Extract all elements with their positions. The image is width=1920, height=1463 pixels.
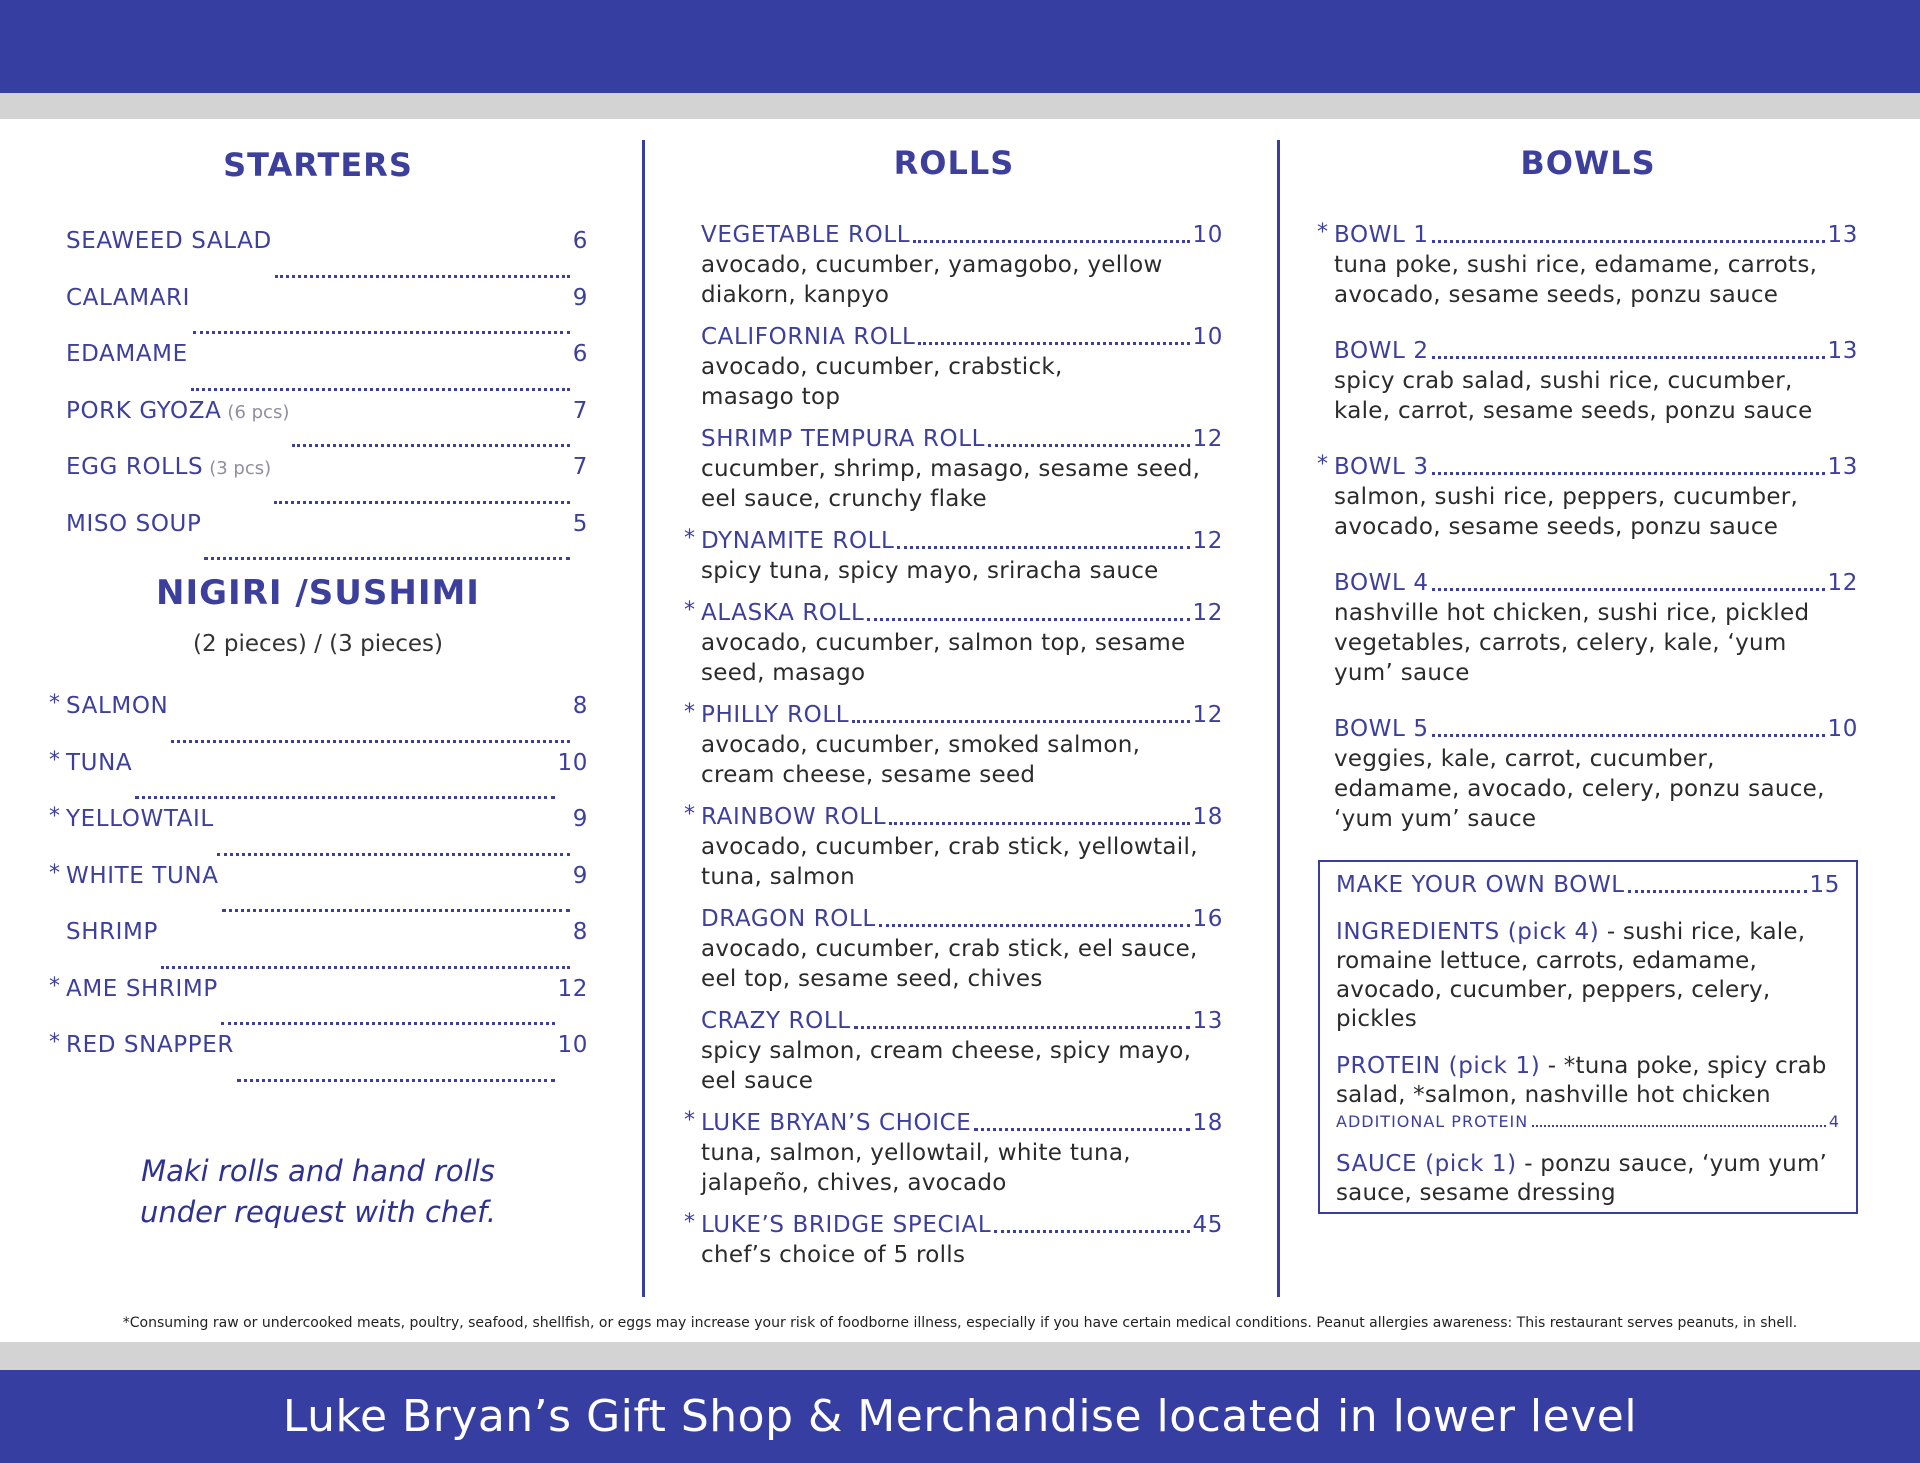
bowl-item-header [1334, 714, 1858, 744]
bowl-item [1317, 220, 1858, 310]
item-description: cucumber, shrimp, masago, sesame seed, [701, 456, 1201, 482]
dot-leader [161, 966, 570, 969]
dot-leader [204, 557, 569, 560]
item-description: diakorn, kanpyo [701, 282, 890, 308]
item-description: eel sauce [701, 1068, 814, 1094]
item-description: salmon, sushi rice, peppers, cucumber, [1334, 484, 1799, 510]
item-description: cream cheese, sesame seed [701, 762, 1036, 788]
roll-item [684, 1108, 1223, 1198]
dot-leader [274, 501, 570, 504]
dot-leader [897, 546, 1189, 549]
item-name: EGG ROLLS [66, 454, 204, 480]
roll-item [684, 700, 1223, 790]
starters-heading: STARTERS [223, 146, 413, 184]
item-description: eel sauce, crunchy flake [701, 486, 987, 512]
item-description: spicy tuna, spicy mayo, sriracha sauce [701, 558, 1159, 584]
item-name: RAINBOW ROLL [701, 804, 887, 830]
item-description: ‘yum yum’ sauce [1334, 806, 1537, 832]
raw-item-marker: * [1317, 452, 1329, 477]
starter-item [66, 285, 588, 342]
item-price: 9 [572, 284, 588, 311]
item-description: vegetables, carrots, celery, kale, ‘yum [1334, 630, 1787, 656]
item-description: avocado, cucumber, yamagobo, yellow [701, 252, 1163, 278]
dot-leader [867, 618, 1189, 621]
dot-leader [171, 740, 569, 743]
left-column [48, 140, 588, 1233]
item-name: EDAMAME [66, 341, 188, 367]
disclaimer: *Consuming raw or undercooked meats, poultry, seafood, shellfish, or eggs may increase your risk of foodborne illness, especially if you have certain medical conditions. Peanut allergies awareness: This restaurant serves peanuts, in shell. [122, 1315, 1798, 1331]
item-name: LUKE’S BRIDGE SPECIAL [701, 1212, 992, 1238]
item-description: chef’s choice of 5 rolls [701, 1242, 966, 1268]
dot-leader [221, 1022, 555, 1025]
bowl-item-header [1317, 452, 1858, 482]
column-divider-left [642, 140, 645, 1297]
raw-item-marker: * [684, 700, 696, 725]
dot-leader [292, 444, 569, 447]
item-price: 12 [1192, 426, 1223, 452]
item-description: seed, masago [701, 660, 866, 686]
ingredients-text: INGREDIENTS (pick 4) - sushi rice, kale, romaine lettuce, carrots, edamame, avocado, cucumber, peppers, celery, pickles [1336, 919, 1806, 1032]
item-price: 12 [557, 975, 588, 1002]
item-description: edamame, avocado, celery, ponzu sauce, [1334, 776, 1825, 802]
item-name: SEAWEED SALAD [66, 228, 272, 254]
item-price: 10 [557, 1032, 588, 1058]
dot-leader [237, 1079, 555, 1082]
item-name: BOWL 5 [1334, 716, 1429, 742]
item-description: avocado, sesame seeds, ponzu sauce [1334, 282, 1779, 308]
item-description: avocado, cucumber, crabstick, [701, 354, 1063, 380]
item-name: TUNA [66, 749, 133, 776]
roll-item [701, 322, 1223, 412]
nigiri-subtitle: (2 pieces) / (3 pieces) [193, 631, 443, 657]
item-description: spicy salmon, cream cheese, spicy mayo, [701, 1038, 1192, 1064]
raw-item-marker: * [49, 691, 61, 716]
item-description: eel top, sesame seed, chives [701, 966, 1043, 992]
dot-leader [913, 240, 1189, 243]
item-name: CRAZY ROLL [701, 1008, 851, 1034]
dot-leader [191, 388, 570, 391]
item-price: 5 [572, 510, 588, 537]
roll-item-header [701, 322, 1223, 352]
roll-item [701, 904, 1223, 994]
roll-item-header [684, 598, 1223, 628]
item-name: SHRIMP [66, 919, 158, 945]
starter-item [66, 511, 588, 568]
item-quantity: (3 pcs) [209, 458, 272, 479]
raw-item-marker: * [684, 1210, 696, 1235]
starter-item [66, 454, 588, 511]
dot-leader [1532, 1125, 1826, 1127]
item-description: jalapeño, chives, avocado [701, 1170, 1007, 1196]
column-divider-right [1277, 140, 1280, 1297]
item-name: SALMON [66, 693, 169, 719]
dot-leader [1432, 472, 1825, 475]
starter-item [66, 341, 588, 398]
raw-item-marker: * [49, 1030, 61, 1055]
item-price: 18 [1192, 804, 1223, 830]
make-your-own-bowl-row [1336, 870, 1840, 900]
dot-leader [1432, 734, 1825, 737]
protein-label: PROTEIN (pick 1) [1336, 1053, 1541, 1079]
item-name: YELLOWTAIL [66, 806, 214, 832]
bowls-list [1318, 220, 1858, 834]
item-description: kale, carrot, sesame seeds, ponzu sauce [1334, 398, 1813, 424]
nigiri-item [66, 919, 588, 976]
footer-text: Luke Bryan’s Gift Shop & Merchandise located in lower level [282, 1391, 1638, 1442]
bowl-item-header [1334, 568, 1858, 598]
ingredients-label: INGREDIENTS (pick 4) [1336, 919, 1600, 945]
nigiri-list [48, 693, 588, 1089]
footer-banner [0, 1370, 1920, 1463]
dot-leader [1432, 356, 1825, 359]
right-column [1318, 140, 1858, 1214]
bowl-item [1334, 714, 1858, 834]
nigiri-item [49, 691, 588, 750]
item-description: veggies, kale, carrot, cucumber, [1334, 746, 1715, 772]
item-price: 6 [572, 228, 588, 254]
roll-item-header [701, 1006, 1223, 1036]
raw-item-marker: * [49, 973, 61, 999]
dot-leader [222, 909, 570, 912]
maki-note-line1: Maki rolls and hand rolls [141, 1153, 495, 1188]
item-price: 16 [1192, 906, 1223, 932]
middle-column [685, 140, 1223, 1282]
bowl-item [1334, 336, 1858, 426]
dot-leader [988, 444, 1190, 447]
item-price: 10 [1192, 222, 1223, 248]
bowls-heading: BOWLS [1520, 144, 1656, 182]
additional-protein-price: 4 [1828, 1112, 1840, 1131]
starters-list [48, 228, 588, 567]
dot-leader [879, 924, 1190, 927]
roll-item-header [684, 802, 1223, 832]
raw-item-marker: * [684, 526, 696, 551]
item-name: PHILLY ROLL [701, 702, 850, 728]
rolls-heading: ROLLS [893, 144, 1015, 182]
starter-item [66, 228, 588, 285]
item-name: BOWL 2 [1334, 338, 1429, 364]
nigiri-item [49, 1030, 588, 1089]
item-price: 13 [1192, 1008, 1223, 1034]
roll-item-header [701, 904, 1223, 934]
roll-item-header [701, 424, 1223, 454]
starter-item [66, 398, 588, 455]
nigiri-item [49, 747, 588, 807]
bowl-item-header [1317, 220, 1858, 250]
item-name: LUKE BRYAN’S CHOICE [701, 1110, 972, 1136]
maki-note [48, 1151, 588, 1233]
item-name: DRAGON ROLL [701, 906, 876, 932]
roll-item [701, 424, 1223, 514]
item-description: tuna poke, sushi rice, edamame, carrots, [1334, 252, 1818, 278]
nigiri-heading: NIGIRI /SUSHIMI [156, 573, 480, 613]
item-name: DYNAMITE ROLL [701, 528, 895, 554]
dot-leader [1628, 890, 1807, 893]
dot-leader [852, 720, 1189, 723]
item-price: 12 [1827, 570, 1858, 596]
item-price: 12 [1192, 702, 1223, 728]
dot-leader [854, 1026, 1190, 1029]
item-price: 13 [1827, 454, 1858, 480]
roll-item-header [684, 526, 1223, 556]
bowl-item [1334, 568, 1858, 688]
dot-leader [918, 342, 1189, 345]
item-description: avocado, sesame seeds, ponzu sauce [1334, 514, 1779, 540]
item-price: 13 [1827, 338, 1858, 364]
additional-protein-label: ADDITIONAL PROTEIN [1336, 1112, 1529, 1131]
item-description: tuna, salmon [701, 864, 856, 890]
item-description: avocado, cucumber, crab stick, yellowtail, [701, 834, 1198, 860]
roll-item-header [684, 1108, 1223, 1138]
item-name: RED SNAPPER [66, 1032, 234, 1058]
item-price: 10 [557, 749, 588, 776]
item-price: 13 [1827, 222, 1858, 248]
dot-leader [1432, 240, 1825, 243]
dot-leader [275, 275, 570, 278]
item-price: 7 [572, 397, 588, 424]
maki-note-line2: under request with chef. [139, 1194, 497, 1229]
bowl-item [1317, 452, 1858, 542]
item-name: BOWL 1 [1334, 222, 1429, 248]
item-quantity: (6 pcs) [227, 401, 290, 423]
item-name: SHRIMP TEMPURA ROLL [701, 426, 986, 452]
item-price: 7 [572, 454, 588, 480]
item-name: AME SHRIMP [66, 975, 218, 1002]
raw-item-marker: * [684, 1108, 696, 1133]
roll-item [684, 526, 1223, 586]
item-price: 8 [572, 693, 588, 719]
raw-item-marker: * [684, 802, 696, 827]
bowl-item-header [1334, 336, 1858, 366]
item-name: PORK GYOZA [66, 397, 222, 424]
item-description: spicy crab salad, sushi rice, cucumber, [1334, 368, 1793, 394]
item-price: 45 [1192, 1212, 1223, 1238]
item-description: avocado, cucumber, smoked salmon, [701, 732, 1141, 758]
item-description: avocado, cucumber, crab stick, eel sauce, [701, 936, 1198, 962]
item-name: ALASKA ROLL [701, 600, 865, 626]
roll-item-header [684, 700, 1223, 730]
sauce-text: SAUCE (pick 1) - ponzu sauce, ‘yum yum’ sauce, sesame dressing [1336, 1151, 1828, 1206]
item-price: 8 [572, 919, 588, 945]
rolls-list [685, 220, 1223, 1270]
item-price: 10 [1827, 716, 1858, 742]
item-name: BOWL 3 [1334, 454, 1429, 480]
roll-item [684, 802, 1223, 892]
item-price: 9 [572, 806, 588, 832]
dot-leader [994, 1230, 1189, 1233]
dot-leader [217, 853, 570, 856]
top-banner [0, 0, 1920, 93]
item-name: MAKE YOUR OWN BOWL [1336, 872, 1625, 898]
dot-leader [889, 822, 1189, 825]
item-price: 10 [1192, 324, 1223, 350]
item-name: CALIFORNIA ROLL [701, 324, 916, 350]
roll-item-header [701, 220, 1223, 250]
item-price: 12 [1192, 600, 1223, 626]
bottom-stripe [0, 1342, 1920, 1370]
item-name: MISO SOUP [66, 510, 202, 537]
item-price: 6 [572, 341, 588, 367]
item-price: 18 [1192, 1110, 1223, 1136]
nigiri-item [49, 804, 588, 863]
dot-leader [193, 331, 570, 334]
dot-leader [1432, 588, 1825, 591]
raw-item-marker: * [49, 747, 61, 773]
sauce-label: SAUCE (pick 1) [1336, 1151, 1517, 1177]
item-description: masago top [701, 384, 841, 410]
raw-item-marker: * [49, 804, 61, 829]
top-stripe [0, 93, 1920, 119]
raw-item-marker: * [684, 598, 696, 623]
item-description: avocado, cucumber, salmon top, sesame [701, 630, 1186, 656]
nigiri-item [49, 860, 588, 920]
raw-item-marker: * [1317, 220, 1329, 245]
roll-item [701, 220, 1223, 310]
roll-item [684, 1210, 1223, 1270]
raw-item-marker: * [49, 860, 61, 886]
dot-leader [974, 1128, 1189, 1131]
nigiri-item [49, 973, 588, 1033]
item-price: 15 [1809, 872, 1840, 898]
item-description: tuna, salmon, yellowtail, white tuna, [701, 1140, 1131, 1166]
roll-item-header [684, 1210, 1223, 1240]
item-name: WHITE TUNA [66, 862, 219, 889]
protein-text: PROTEIN (pick 1) - *tuna poke, spicy crab salad, *salmon, nashville hot chicken [1336, 1053, 1827, 1108]
item-description: yum’ sauce [1334, 660, 1470, 686]
roll-item [684, 598, 1223, 688]
item-price: 9 [572, 862, 588, 889]
item-name: BOWL 4 [1334, 570, 1429, 596]
dot-leader [135, 796, 554, 799]
item-name: CALAMARI [66, 284, 191, 311]
make-your-own-bowl-box [1318, 860, 1858, 1214]
additional-protein-row [1336, 1112, 1840, 1132]
item-description: nashville hot chicken, sushi rice, pickled [1334, 600, 1810, 626]
roll-item [701, 1006, 1223, 1096]
item-price: 12 [1192, 528, 1223, 554]
item-name: VEGETABLE ROLL [701, 222, 911, 248]
